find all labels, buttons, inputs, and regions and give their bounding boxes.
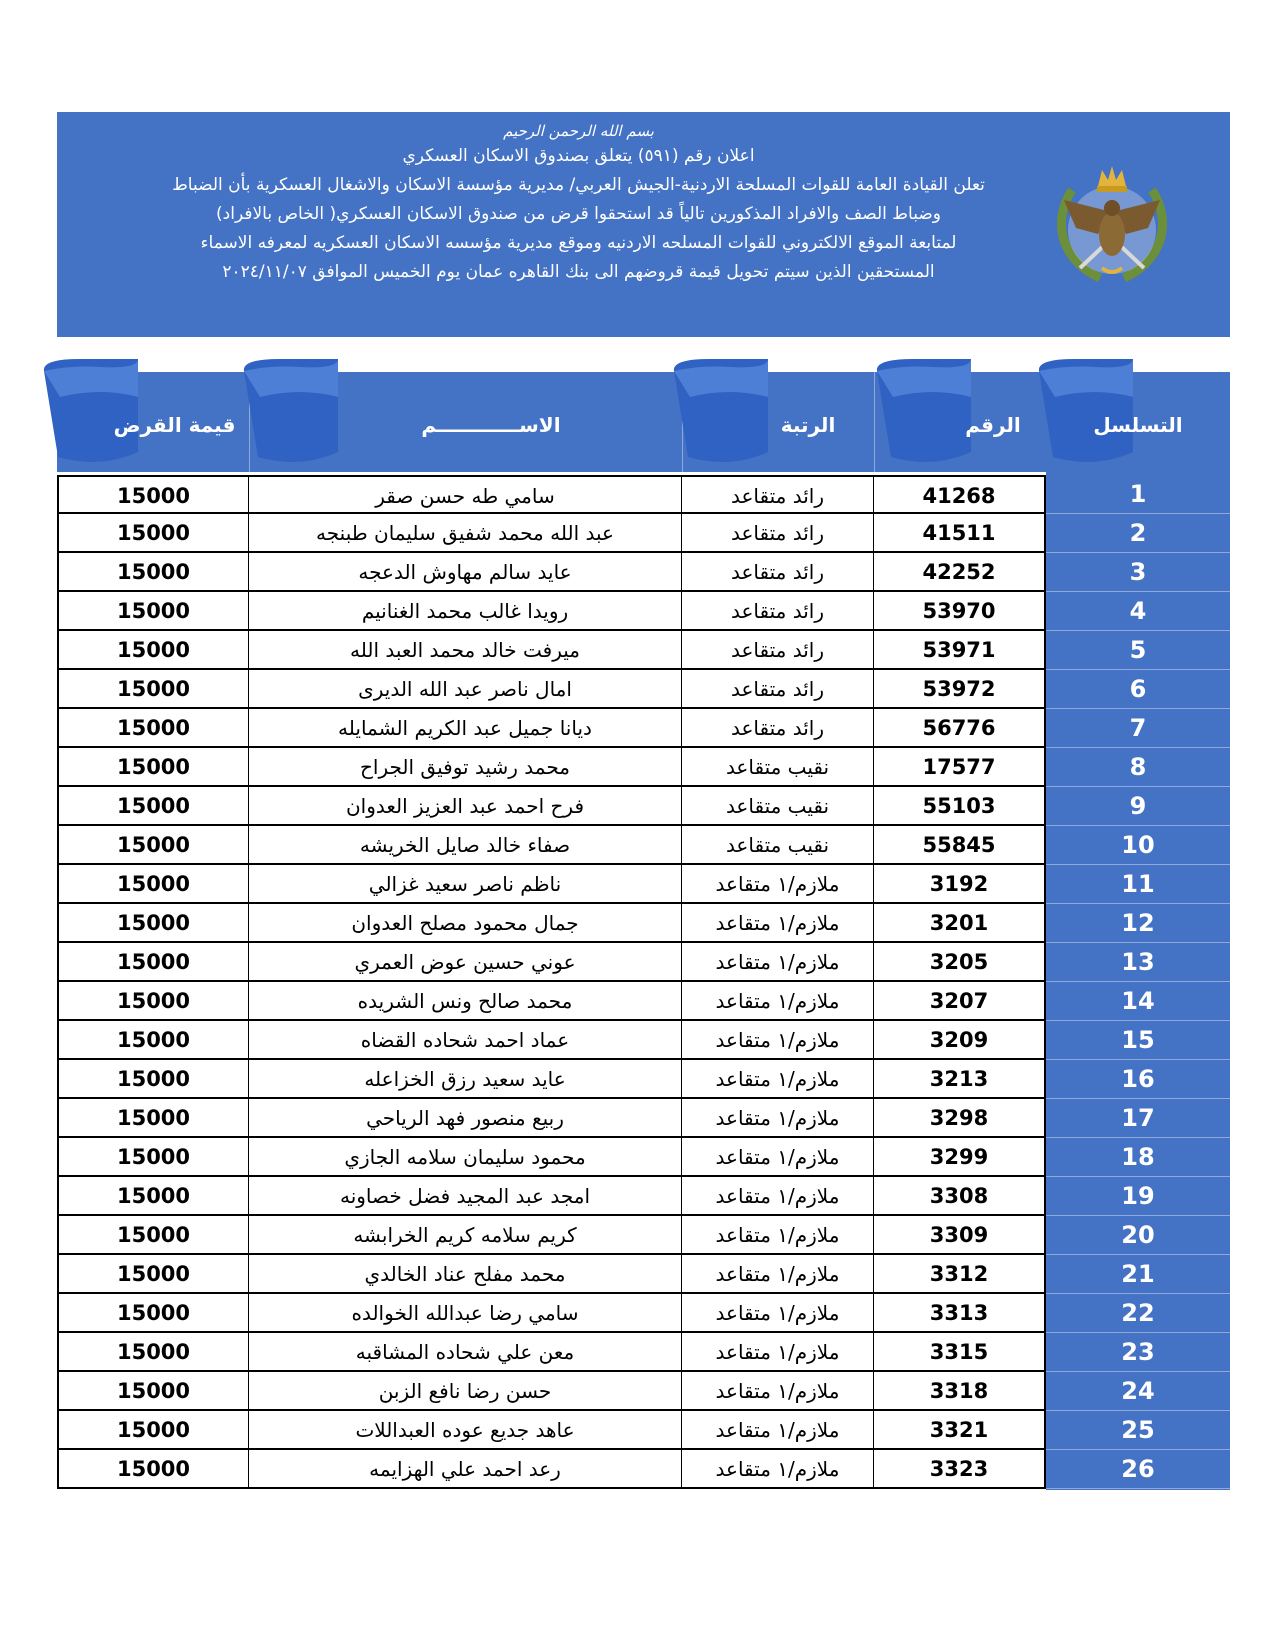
table-row	[57, 670, 1230, 709]
military-number-cell: 41511	[874, 514, 1046, 553]
table-row	[57, 982, 1230, 1021]
sequence-cell: 11	[1046, 865, 1230, 904]
name-cell: ربيع منصور فهد الرياحي	[249, 1099, 682, 1138]
sequence-cell: 24	[1046, 1372, 1230, 1411]
military-number-cell: 3207	[874, 982, 1046, 1021]
loan-amount-cell: 15000	[57, 904, 249, 943]
name-cell: فرح احمد عبد العزيز العدوان	[249, 787, 682, 826]
name-cell: محمد رشيد توفيق الجراح	[249, 748, 682, 787]
name-cell: محمد صالح ونس الشريده	[249, 982, 682, 1021]
loan-amount-cell: 15000	[57, 982, 249, 1021]
rank-cell: ملازم/١ متقاعد	[682, 1216, 874, 1255]
column-header-amount: قيمة القرض	[113, 413, 236, 437]
name-cell: رويدا غالب محمد الغنانيم	[249, 592, 682, 631]
rank-cell: نقيب متقاعد	[682, 787, 874, 826]
table-row	[57, 1411, 1230, 1450]
table-row	[57, 475, 1230, 514]
rank-cell: ملازم/١ متقاعد	[682, 904, 874, 943]
rank-cell: ملازم/١ متقاعد	[682, 982, 874, 1021]
announcement-line: تعلن القيادة العامة للقوات المسلحة الاردنية-الجيش العربي/ مديرية مؤسسة الاسكان والاشغال العسكرية بأن الضباط	[172, 175, 985, 195]
sequence-cell: 17	[1046, 1099, 1230, 1138]
sequence-cell: 5	[1046, 631, 1230, 670]
name-cell: محمود سليمان سلامه الجازي	[249, 1138, 682, 1177]
name-cell: رعد احمد علي الهزايمه	[249, 1450, 682, 1489]
loan-amount-cell: 15000	[57, 1411, 249, 1450]
sequence-cell: 7	[1046, 709, 1230, 748]
table-row	[57, 943, 1230, 982]
table-row	[57, 826, 1230, 865]
announcement-line: وضباط الصف والافراد المذكورين تالياً قد استحقوا قرض من صندوق الاسكان العسكري( الخاص بالافراد)	[216, 204, 941, 224]
name-cell: ناظم ناصر سعيد غزالي	[249, 865, 682, 904]
military-number-cell: 3192	[874, 865, 1046, 904]
military-number-cell: 53972	[874, 670, 1046, 709]
rank-cell: ملازم/١ متقاعد	[682, 1372, 874, 1411]
table-row	[57, 1177, 1230, 1216]
sequence-cell: 8	[1046, 748, 1230, 787]
rank-cell: ملازم/١ متقاعد	[682, 865, 874, 904]
loan-amount-cell: 15000	[57, 1021, 249, 1060]
rank-cell: رائد متقاعد	[682, 709, 874, 748]
basmala: بسم الله الرحمن الرحيم	[503, 122, 654, 140]
military-number-cell: 3201	[874, 904, 1046, 943]
loan-amount-cell: 15000	[57, 514, 249, 553]
rank-cell: رائد متقاعد	[682, 631, 874, 670]
name-cell: حسن رضا نافع الزبن	[249, 1372, 682, 1411]
sequence-cell: 26	[1046, 1450, 1230, 1489]
name-cell: محمد مفلح عناد الخالدي	[249, 1255, 682, 1294]
name-cell: معن علي شحاده المشاقبه	[249, 1333, 682, 1372]
loan-amount-cell: 15000	[57, 865, 249, 904]
rank-cell: ملازم/١ متقاعد	[682, 943, 874, 982]
table-row	[57, 1294, 1230, 1333]
military-number-cell: 3308	[874, 1177, 1046, 1216]
sequence-cell: 21	[1046, 1255, 1230, 1294]
sequence-cell: 19	[1046, 1177, 1230, 1216]
rank-cell: نقيب متقاعد	[682, 826, 874, 865]
rank-cell: رائد متقاعد	[682, 475, 874, 514]
loan-amount-cell: 15000	[57, 1372, 249, 1411]
sequence-cell: 1	[1046, 475, 1230, 514]
military-number-cell: 3299	[874, 1138, 1046, 1177]
loan-amount-cell: 15000	[57, 1099, 249, 1138]
military-number-cell: 3312	[874, 1255, 1046, 1294]
loan-amount-cell: 15000	[57, 1333, 249, 1372]
loan-amount-cell: 15000	[57, 709, 249, 748]
name-cell: عماد احمد شحاده القضاه	[249, 1021, 682, 1060]
rank-cell: رائد متقاعد	[682, 670, 874, 709]
loan-amount-cell: 15000	[57, 1060, 249, 1099]
sequence-cell: 22	[1046, 1294, 1230, 1333]
table-row	[57, 865, 1230, 904]
rank-cell: رائد متقاعد	[682, 592, 874, 631]
loan-amount-cell: 15000	[57, 475, 249, 514]
column-header-name: الاســــــــــــم	[421, 413, 561, 437]
name-cell: صفاء خالد صايل الخريشه	[249, 826, 682, 865]
rank-cell: ملازم/١ متقاعد	[682, 1138, 874, 1177]
table-row	[57, 1450, 1230, 1489]
sequence-cell: 6	[1046, 670, 1230, 709]
loan-amount-cell: 15000	[57, 1294, 249, 1333]
name-cell: كريم سلامه كريم الخرابشه	[249, 1216, 682, 1255]
military-number-cell: 3323	[874, 1450, 1046, 1489]
loan-amount-cell: 15000	[57, 1216, 249, 1255]
name-cell: ديانا جميل عبد الكريم الشمايله	[249, 709, 682, 748]
table-row	[57, 1021, 1230, 1060]
rank-cell: ملازم/١ متقاعد	[682, 1099, 874, 1138]
table-row	[57, 1138, 1230, 1177]
military-number-cell: 55845	[874, 826, 1046, 865]
rank-cell: ملازم/١ متقاعد	[682, 1177, 874, 1216]
military-number-cell: 3209	[874, 1021, 1046, 1060]
rank-cell: رائد متقاعد	[682, 514, 874, 553]
column-header-seq: التسلسل	[1093, 413, 1183, 437]
rank-cell: رائد متقاعد	[682, 553, 874, 592]
loan-amount-cell: 15000	[57, 1138, 249, 1177]
military-number-cell: 42252	[874, 553, 1046, 592]
name-cell: امجد عبد المجيد فضل خصاونه	[249, 1177, 682, 1216]
table-row	[57, 787, 1230, 826]
loan-amount-cell: 15000	[57, 592, 249, 631]
rank-cell: ملازم/١ متقاعد	[682, 1021, 874, 1060]
sequence-cell: 25	[1046, 1411, 1230, 1450]
rank-cell: ملازم/١ متقاعد	[682, 1333, 874, 1372]
announcement-title: اعلان رقم (٥٩١) يتعلق بصندوق الاسكان العسكري	[402, 146, 755, 166]
announcement-line: لمتابعة الموقع الالكتروني للقوات المسلحه الاردنيه وموقع مديرية مؤسسه الاسكان العسكريه لمعرفه الاسماء	[200, 233, 957, 253]
military-number-cell: 3321	[874, 1411, 1046, 1450]
name-cell: جمال محمود مصلح العدوان	[249, 904, 682, 943]
sequence-cell: 13	[1046, 943, 1230, 982]
table-row	[57, 1255, 1230, 1294]
name-cell: امال ناصر عبد الله الديرى	[249, 670, 682, 709]
sequence-cell: 12	[1046, 904, 1230, 943]
sequence-cell: 9	[1046, 787, 1230, 826]
military-number-cell: 56776	[874, 709, 1046, 748]
loan-amount-cell: 15000	[57, 787, 249, 826]
military-number-cell: 53970	[874, 592, 1046, 631]
table-row	[57, 592, 1230, 631]
table-row	[57, 1216, 1230, 1255]
sequence-cell: 20	[1046, 1216, 1230, 1255]
rank-cell: نقيب متقاعد	[682, 748, 874, 787]
table-row	[57, 553, 1230, 592]
name-cell: سامي طه حسن صقر	[249, 475, 682, 514]
military-number-cell: 3313	[874, 1294, 1046, 1333]
name-cell: سامي رضا عبدالله الخوالده	[249, 1294, 682, 1333]
military-number-cell: 3213	[874, 1060, 1046, 1099]
loan-amount-cell: 15000	[57, 826, 249, 865]
table-row	[57, 514, 1230, 553]
name-cell: عايد سالم مهاوش الدعجه	[249, 553, 682, 592]
name-cell: عوني حسين عوض العمري	[249, 943, 682, 982]
rank-cell: ملازم/١ متقاعد	[682, 1411, 874, 1450]
military-number-cell: 3309	[874, 1216, 1046, 1255]
table-row	[57, 709, 1230, 748]
sequence-cell: 23	[1046, 1333, 1230, 1372]
loan-amount-cell: 15000	[57, 1177, 249, 1216]
rank-cell: ملازم/١ متقاعد	[682, 1060, 874, 1099]
military-number-cell: 3318	[874, 1372, 1046, 1411]
table-body	[57, 475, 1230, 1489]
table-row	[57, 904, 1230, 943]
loan-amount-cell: 15000	[57, 943, 249, 982]
rank-cell: ملازم/١ متقاعد	[682, 1255, 874, 1294]
sequence-cell: 15	[1046, 1021, 1230, 1060]
loan-amount-cell: 15000	[57, 1255, 249, 1294]
sequence-cell: 4	[1046, 592, 1230, 631]
name-cell: عايد سعيد رزق الخزاعله	[249, 1060, 682, 1099]
military-number-cell: 3315	[874, 1333, 1046, 1372]
column-header-number: الرقم	[965, 413, 1021, 437]
loan-amount-cell: 15000	[57, 670, 249, 709]
column-header-rank: الرتبة	[780, 413, 836, 437]
rank-cell: ملازم/١ متقاعد	[682, 1294, 874, 1333]
sequence-cell: 18	[1046, 1138, 1230, 1177]
loan-amount-cell: 15000	[57, 748, 249, 787]
loan-amount-cell: 15000	[57, 631, 249, 670]
rank-cell: ملازم/١ متقاعد	[682, 1450, 874, 1489]
sequence-cell: 16	[1046, 1060, 1230, 1099]
table-row	[57, 1333, 1230, 1372]
sequence-cell: 14	[1046, 982, 1230, 1021]
sequence-cell: 2	[1046, 514, 1230, 553]
loan-amount-cell: 15000	[57, 1450, 249, 1489]
military-number-cell: 17577	[874, 748, 1046, 787]
military-number-cell: 3298	[874, 1099, 1046, 1138]
announcement-line: المستحقين الذين سيتم تحويل قيمة قروضهم الى بنك القاهره عمان يوم الخميس الموافق ٢٠٢٤/١١/٠٧	[222, 262, 935, 282]
sequence-cell: 3	[1046, 553, 1230, 592]
table-row	[57, 1099, 1230, 1138]
table-row	[57, 1372, 1230, 1411]
military-number-cell: 55103	[874, 787, 1046, 826]
military-number-cell: 3205	[874, 943, 1046, 982]
table-row	[57, 631, 1230, 670]
name-cell: ميرفت خالد محمد العبد الله	[249, 631, 682, 670]
table-row	[57, 1060, 1230, 1099]
name-cell: عبد الله محمد شفيق سليمان طبنجه	[249, 514, 682, 553]
military-number-cell: 41268	[874, 475, 1046, 514]
loan-amount-cell: 15000	[57, 553, 249, 592]
sequence-cell: 10	[1046, 826, 1230, 865]
military-number-cell: 53971	[874, 631, 1046, 670]
table-row	[57, 748, 1230, 787]
name-cell: عاهد جديع عوده العبداللات	[249, 1411, 682, 1450]
